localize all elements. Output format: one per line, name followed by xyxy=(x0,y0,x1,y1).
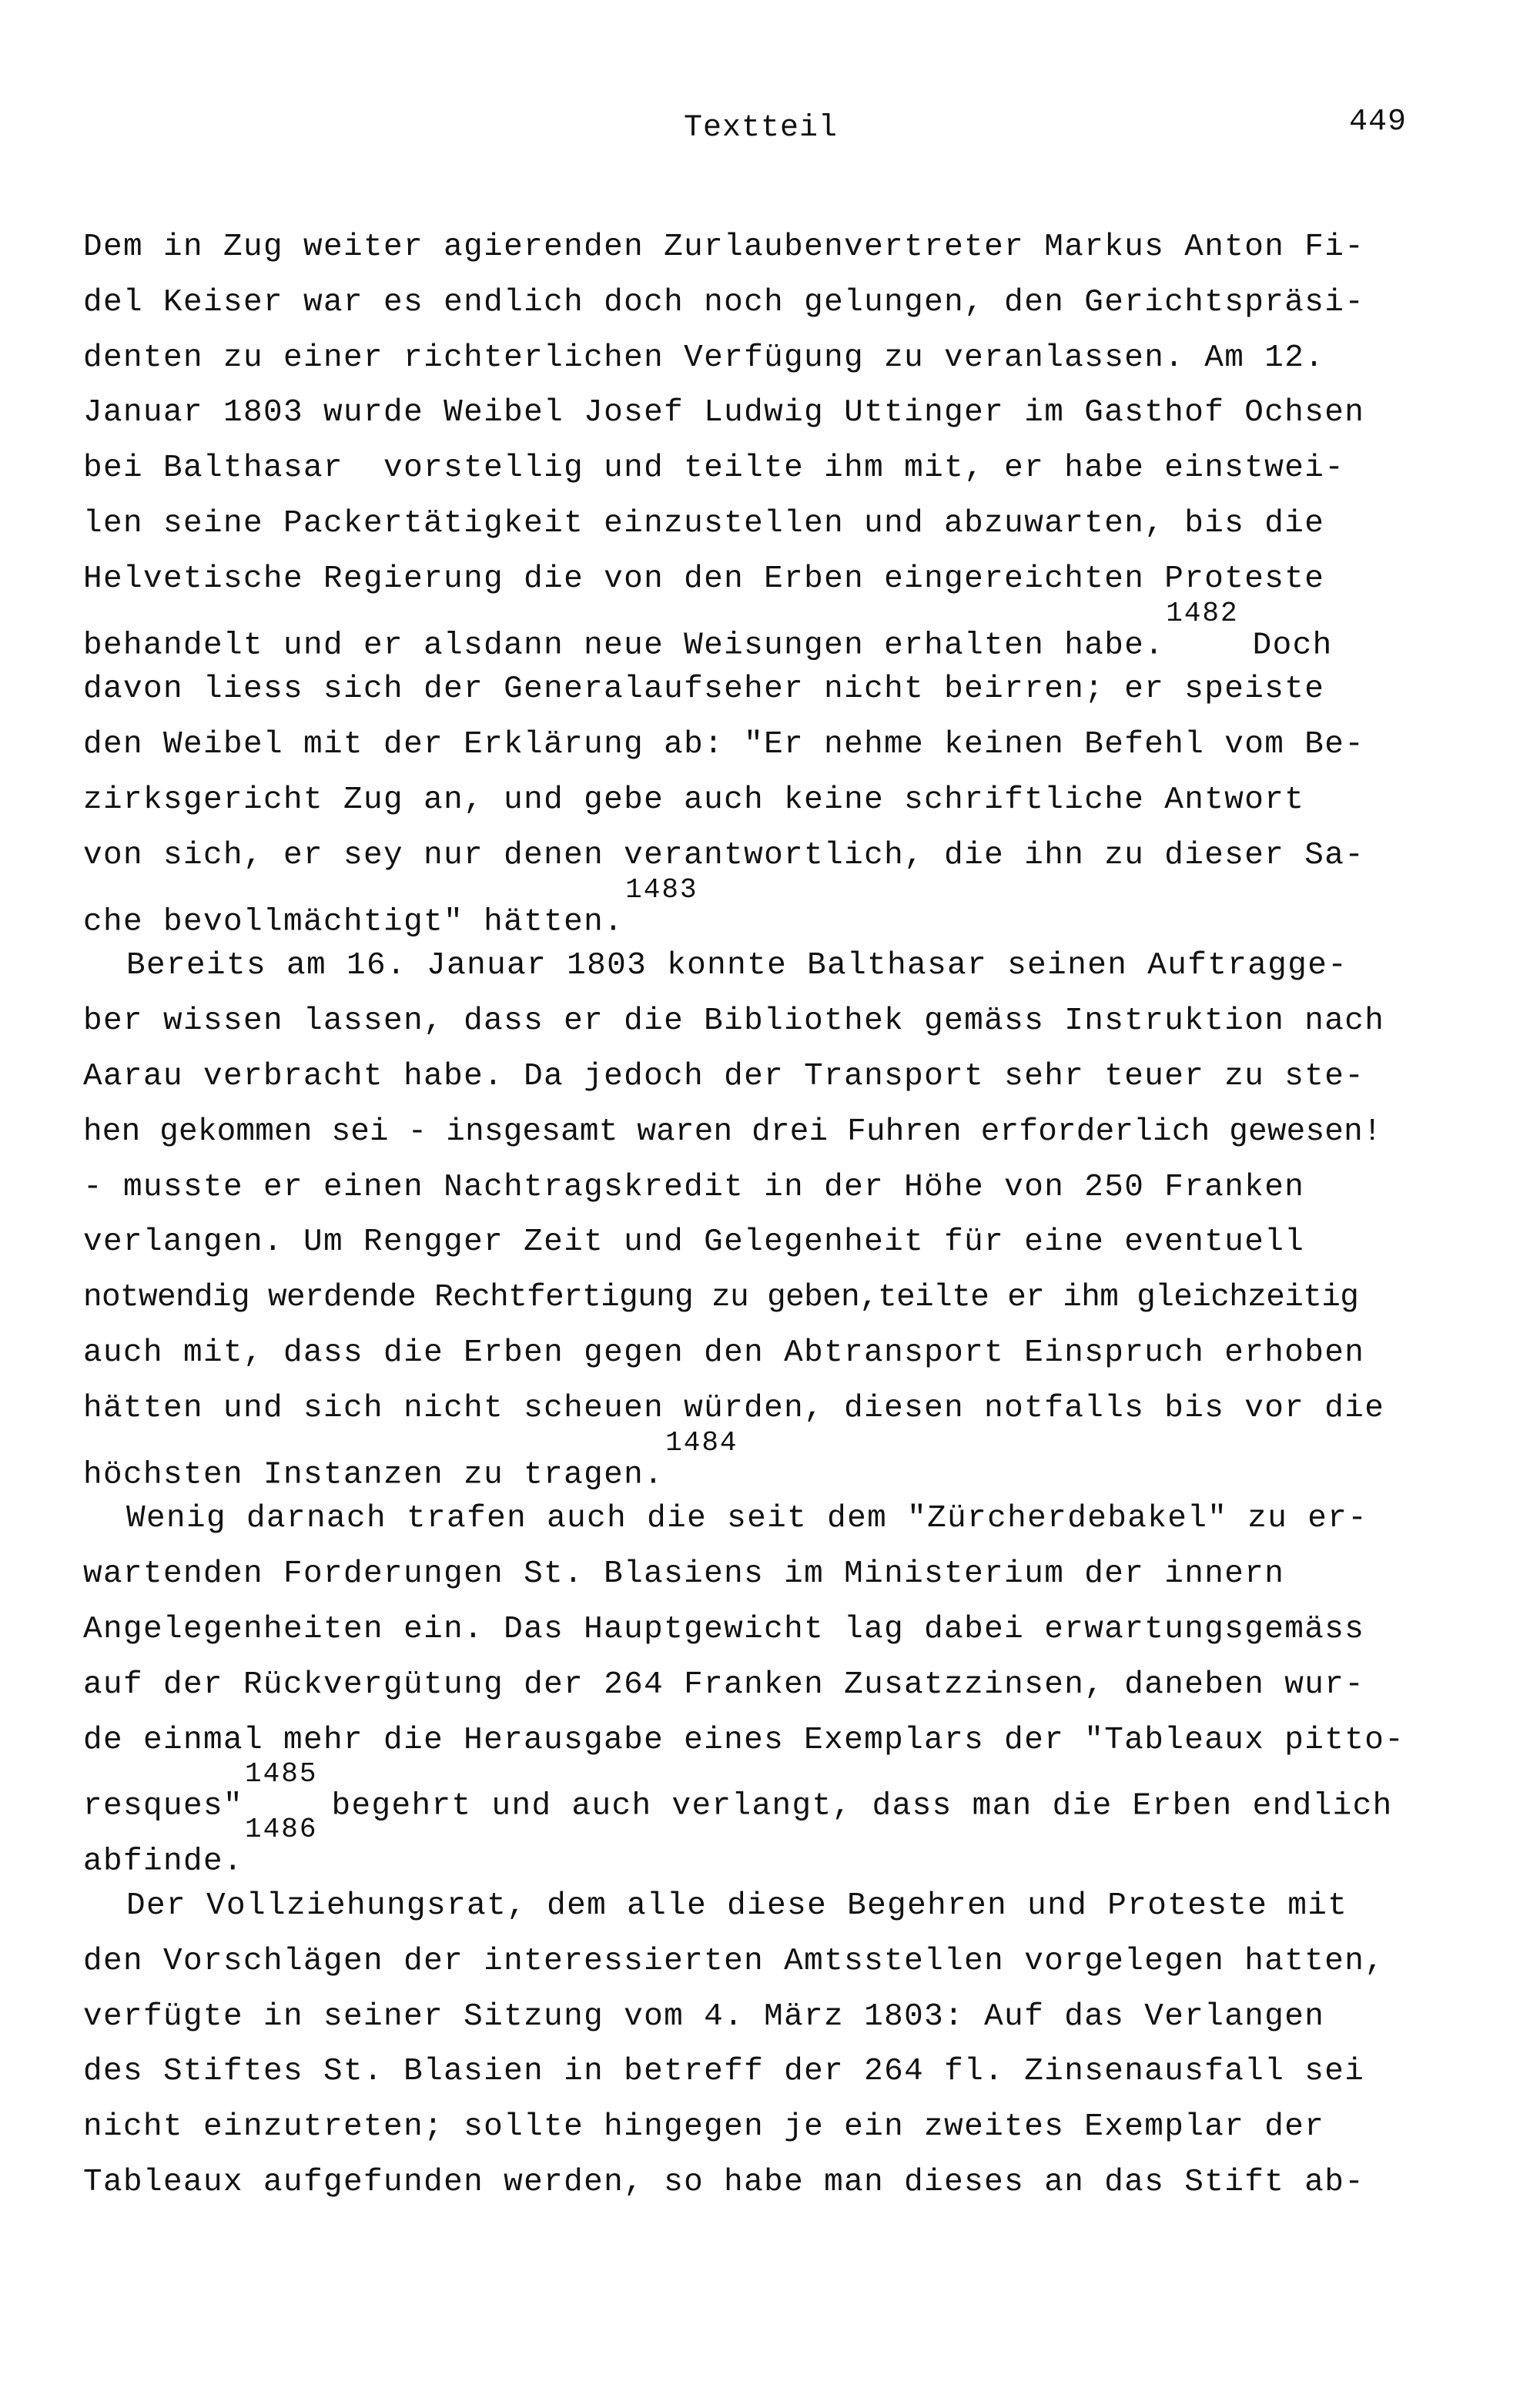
text-line: des Stiftes St. Blasien in betreff der 264 fl. Zinsenausfall sei xyxy=(83,2054,1365,2090)
text-line: Wenig darnach trafen auch die seit dem "Zürcherdebakel" zu er- xyxy=(126,1501,1368,1537)
text-line: Angelegenheiten ein. Das Hauptgewicht lag dabei erwartungsgemäss xyxy=(83,1611,1365,1647)
text-line: verlangen. Um Rengger Zeit und Gelegenheit für eine eventuell xyxy=(83,1224,1305,1261)
text-line: Dem in Zug weiter agierenden Zurlaubenvertreter Markus Anton Fi- xyxy=(83,229,1365,265)
text-line: wartenden Forderungen St. Blasiens im Ministerium der innern xyxy=(83,1556,1285,1593)
text-line: Aarau verbracht habe. Da jedoch der Transport sehr teuer zu ste- xyxy=(83,1058,1365,1094)
text-line: de einmal mehr die Herausgabe eines Exemplars der "Tableaux pitto- xyxy=(83,1722,1405,1758)
text-line: nicht einzutreten; sollte hingegen je ein zweites Exemplar der xyxy=(83,2109,1325,2145)
text-line: den Weibel mit der Erklärung ab: "Er nehme keinen Befehl vom Be- xyxy=(83,727,1365,763)
footnote-ref-1486[interactable]: 1486 xyxy=(245,1814,318,1846)
text-line: auf der Rückvergütung der 264 Franken Zusatzzinsen, daneben wur- xyxy=(83,1666,1365,1703)
text-line: resques"$^{1485}$begehrt und auch verlangt, dass man die Erben endlich xyxy=(83,1758,1393,1824)
text-line: davon liess sich der Generalaufseher nicht beirren; er speiste xyxy=(83,672,1325,708)
running-head-title: Textteil xyxy=(684,111,839,146)
text-line: del Keiser war es endlich doch noch gelungen, den Gerichtspräsi- xyxy=(83,284,1365,320)
text-line: Tableaux aufgefunden werden, so habe man dieses an das Stift ab- xyxy=(83,2164,1365,2200)
running-head xyxy=(0,100,1540,146)
text-line: - musste er einen Nachtragskredit in der Höhe von 250 Franken xyxy=(83,1169,1305,1205)
text-line: len seine Packertätigkeit einzustellen und abzuwarten, bis die xyxy=(83,505,1325,541)
text-line: abfinde.$^{1486}$ xyxy=(83,1814,318,1880)
text-line: auch mit, dass die Erben gegen den Abtransport Einspruch erhoben xyxy=(83,1335,1365,1371)
footnote-ref-1484[interactable]: 1484 xyxy=(665,1426,738,1459)
text-line: Januar 1803 wurde Weibel Josef Ludwig Uttinger im Gasthof Ochsen xyxy=(83,395,1365,431)
text-line: hätten und sich nicht scheuen würden, diesen notfalls bis vor die xyxy=(83,1390,1385,1426)
text-line: verfügte in seiner Sitzung vom 4. März 1803: Auf das Verlangen xyxy=(83,1998,1325,2035)
text-line: hen gekommen sei - insgesamt waren drei Fuhren erforderlich gewesen! xyxy=(83,1114,1382,1150)
text-line: behandelt und er alsdann neue Weisungen erhalten habe.$^{1482}$Doch xyxy=(83,597,1333,664)
body-text xyxy=(83,220,1485,2211)
text-line: Helvetische Regierung die von den Erben eingereichten Proteste xyxy=(83,561,1325,597)
text-line: notwendig werdende Rechtfertigung zu geben,teilte er ihm gleichzeitig xyxy=(83,1280,1359,1316)
text-line: zirksgericht Zug an, und gebe auch keine schriftliche Antwort xyxy=(83,782,1305,818)
text-line: Der Vollziehungsrat, dem alle diese Begehren und Proteste mit xyxy=(126,1888,1348,1924)
text-line: von sich, er sey nur denen verantwortlich, die ihn zu dieser Sa- xyxy=(83,837,1365,873)
text-line: höchsten Instanzen zu tragen.$^{1484}$ xyxy=(83,1426,738,1493)
text-line: denten zu einer richterlichen Verfügung zu veranlassen. Am 12. xyxy=(83,340,1325,376)
text-line: den Vorschlägen der interessierten Amtsstellen vorgelegen hatten, xyxy=(83,1943,1385,1979)
text-line: ber wissen lassen, dass er die Bibliothek gemäss Instruktion nach xyxy=(83,1003,1385,1040)
text-line: Bereits am 16. Januar 1803 konnte Balthasar seinen Auftragge- xyxy=(126,948,1348,984)
text-line: che bevollmächtigt" hätten.$^{1483}$ xyxy=(83,873,698,940)
footnote-ref-1485[interactable]: 1485 xyxy=(245,1758,318,1790)
text-line: bei Balthasar vorstellig und teilte ihm mit, er habe einstwei- xyxy=(83,451,1345,487)
footnote-ref-1482[interactable]: 1482 xyxy=(1166,597,1239,629)
footnote-ref-1483[interactable]: 1483 xyxy=(625,873,698,906)
page-number: 449 xyxy=(1349,105,1408,139)
